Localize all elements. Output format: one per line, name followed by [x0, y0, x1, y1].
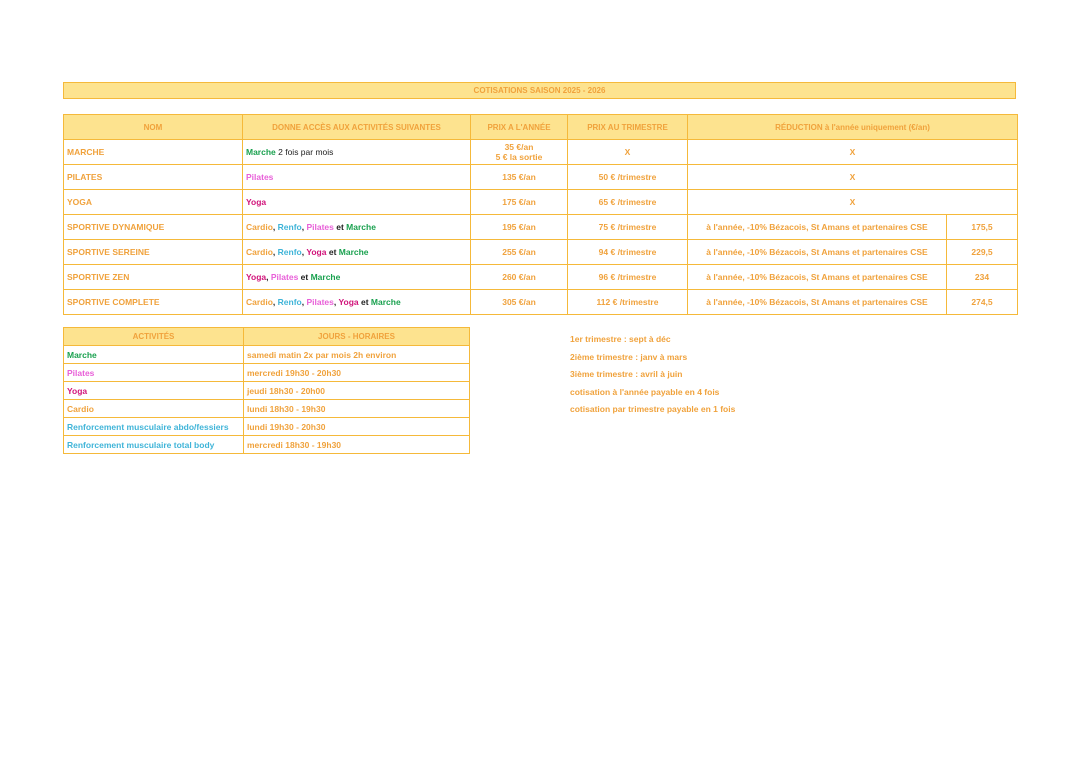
activity-segment: Marche	[246, 147, 276, 157]
activity-segment: Pilates	[306, 222, 334, 232]
header-horaires: JOURS - HORAIRES	[244, 328, 470, 346]
table-row	[64, 190, 1018, 215]
note-line: 1er trimestre : sept à déc	[570, 334, 671, 344]
activity-segment: ,	[266, 272, 271, 282]
cell-nom: MARCHE	[64, 140, 243, 165]
header-reduction: RÉDUCTION à l'année uniquement (€/an)	[688, 115, 1018, 140]
cell-activite: Pilates	[64, 364, 244, 382]
cell-reduction: X	[688, 190, 1018, 215]
pricing-header-row	[64, 115, 1018, 140]
cell-prix-reduit: 234	[947, 265, 1018, 290]
cell-prix-annee	[471, 215, 568, 240]
cell-reduction: à l'année, -10% Bézacois, St Amans et partenaires CSE	[688, 215, 947, 240]
activity-segment: et	[298, 272, 311, 282]
cell-reduction: à l'année, -10% Bézacois, St Amans et partenaires CSE	[688, 290, 947, 315]
header-activites: ACTIVITÉS	[64, 328, 244, 346]
activity-segment: Pilates	[306, 297, 334, 307]
cell-acces	[243, 240, 471, 265]
activity-segment: Yoga	[246, 197, 267, 207]
note-line: 3ième trimestre : avril à juin	[570, 369, 683, 380]
activity-segment: Cardio	[246, 247, 273, 257]
table-row	[64, 215, 1018, 240]
activity-segment: Yoga	[338, 297, 359, 307]
table-row	[64, 140, 1018, 165]
cell-horaire: mercredi 19h30 - 20h30	[244, 364, 470, 382]
prix-annee-value: 255 €/an	[502, 247, 536, 257]
cell-nom: SPORTIVE SEREINE	[64, 240, 243, 265]
cell-activite: Cardio	[64, 400, 244, 418]
cell-activite: Renforcement musculaire total body	[64, 436, 244, 454]
cell-horaire: samedi matin 2x par mois 2h environ	[244, 346, 470, 364]
activity-segment: Pilates	[270, 272, 299, 282]
activity-segment: et	[326, 247, 339, 257]
cell-acces	[243, 215, 471, 240]
activity-segment: Renfo	[277, 222, 302, 232]
cell-reduction: à l'année, -10% Bézacois, St Amans et partenaires CSE	[688, 265, 947, 290]
notes-block	[570, 333, 735, 421]
cell-horaire: lundi 18h30 - 19h30	[244, 400, 470, 418]
cell-reduction: X	[688, 140, 1018, 165]
activity-segment: Yoga	[246, 272, 267, 282]
cell-prix-annee	[471, 240, 568, 265]
page-title: COTISATIONS SAISON 2025 - 2026	[63, 82, 1016, 99]
pricing-body	[64, 140, 1018, 315]
activity-segment: ,	[333, 297, 339, 307]
activity-segment: ,	[272, 222, 278, 232]
activity-segment: Marche	[370, 297, 401, 307]
cell-reduction: X	[688, 165, 1018, 190]
cell-nom: SPORTIVE ZEN	[64, 265, 243, 290]
table-row	[64, 400, 470, 418]
cell-activite: Renforcement musculaire abdo/fessiers	[64, 418, 244, 436]
table-row	[64, 265, 1018, 290]
activity-segment: Renfo	[277, 247, 302, 257]
pricing-table	[63, 114, 1018, 315]
cell-activite: Marche	[64, 346, 244, 364]
cell-prix-trimestre: 94 € /trimestre	[568, 240, 688, 265]
prix-sortie-value: 5 € la sortie	[495, 152, 543, 162]
cell-prix-reduit: 175,5	[947, 215, 1018, 240]
activities-table	[63, 327, 470, 454]
activity-segment: Cardio	[246, 222, 273, 232]
note-line: cotisation à l'année payable en 4 fois	[570, 386, 720, 397]
activities-header-row	[64, 328, 470, 346]
activity-segment: Renfo	[277, 297, 302, 307]
activity-segment: ,	[301, 297, 307, 307]
table-row	[64, 382, 470, 400]
table-row	[64, 165, 1018, 190]
table-row	[64, 418, 470, 436]
cell-prix-trimestre: X	[568, 140, 688, 165]
header-nom: NOM	[64, 115, 243, 140]
activity-segment: Marche	[338, 247, 369, 257]
header-prix-trimestre: PRIX AU TRIMESTRE	[568, 115, 688, 140]
cell-prix-trimestre: 65 € /trimestre	[568, 190, 688, 215]
cell-prix-annee	[471, 265, 568, 290]
activity-segment: ,	[272, 297, 278, 307]
cell-prix-reduit: 274,5	[947, 290, 1018, 315]
cell-prix-annee	[471, 190, 568, 215]
activity-segment: ,	[301, 247, 307, 257]
header-prix-annee: PRIX A L'ANNÉE	[471, 115, 568, 140]
cell-horaire: jeudi 18h30 - 20h00	[244, 382, 470, 400]
cell-acces	[243, 290, 471, 315]
activity-segment: et	[358, 297, 371, 307]
note-line: 2ième trimestre : janv à mars	[570, 351, 688, 362]
prix-annee-value: 260 €/an	[502, 272, 536, 282]
header-acces: DONNE ACCÈS AUX ACTIVITÉS SUIVANTES	[243, 115, 471, 140]
table-row	[64, 436, 470, 454]
cell-prix-trimestre: 112 € /trimestre	[568, 290, 688, 315]
table-row	[64, 346, 470, 364]
prix-annee-value: 35 €/an	[504, 142, 534, 152]
cell-prix-trimestre: 75 € /trimestre	[568, 215, 688, 240]
cell-acces	[243, 265, 471, 290]
activities-body	[64, 346, 470, 454]
activity-segment: Yoga	[306, 247, 327, 257]
cell-acces	[243, 165, 471, 190]
table-row	[64, 290, 1018, 315]
prix-annee-value: 195 €/an	[502, 222, 536, 232]
prix-annee-value: 135 €/an	[502, 172, 536, 182]
cell-horaire: lundi 19h30 - 20h30	[244, 418, 470, 436]
cell-acces	[243, 190, 471, 215]
cell-acces	[243, 140, 471, 165]
activity-segment: et	[333, 222, 347, 232]
prix-annee-value: 175 €/an	[502, 197, 536, 207]
activity-segment: Pilates	[246, 172, 274, 182]
cell-prix-trimestre: 50 € /trimestre	[568, 165, 688, 190]
activity-segment: ,	[272, 247, 278, 257]
cell-nom: YOGA	[64, 190, 243, 215]
cell-prix-reduit: 229,5	[947, 240, 1018, 265]
cell-nom: SPORTIVE COMPLETE	[64, 290, 243, 315]
cell-activite: Yoga	[64, 382, 244, 400]
cell-nom: PILATES	[64, 165, 243, 190]
cell-reduction: à l'année, -10% Bézacois, St Amans et partenaires CSE	[688, 240, 947, 265]
cell-prix-annee	[471, 140, 568, 165]
table-row	[64, 364, 470, 382]
table-row	[64, 240, 1018, 265]
activity-segment: 2 fois par mois	[275, 147, 334, 157]
activity-segment: Cardio	[246, 297, 273, 307]
prix-annee-value: 305 €/an	[502, 297, 536, 307]
cell-nom: SPORTIVE DYNAMIQUE	[64, 215, 243, 240]
cell-prix-annee	[471, 165, 568, 190]
activity-segment: Marche	[346, 222, 376, 232]
note-line: cotisation par trimestre payable en 1 fois	[570, 404, 736, 415]
cell-horaire: mercredi 18h30 - 19h30	[244, 436, 470, 454]
activity-segment: Marche	[310, 272, 341, 282]
cell-prix-annee	[471, 290, 568, 315]
activity-segment: ,	[301, 222, 307, 232]
cell-prix-trimestre: 96 € /trimestre	[568, 265, 688, 290]
